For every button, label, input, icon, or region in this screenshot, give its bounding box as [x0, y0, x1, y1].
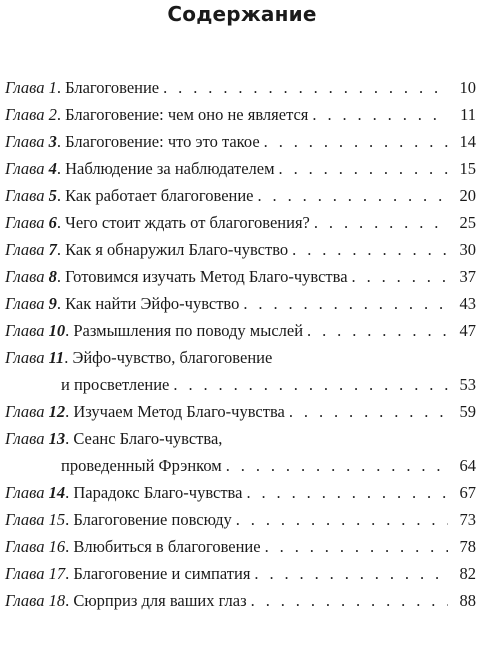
page-number: 25 — [459, 213, 476, 232]
chapter-label: Глава — [5, 159, 49, 178]
toc-entry[interactable] — [5, 263, 476, 290]
chapter-number: 5 — [48, 186, 57, 205]
chapter-label: Глава — [5, 429, 49, 448]
toc-line — [5, 74, 476, 101]
toc-entry[interactable] — [5, 560, 476, 587]
dot-leader — [258, 182, 449, 209]
chapter-label: Глава — [5, 321, 49, 340]
chapter-title: . Благоговение: чем оно не является — [56, 105, 309, 124]
chapter-number: 8 — [48, 267, 57, 286]
chapter-label: Глава — [5, 240, 49, 259]
page-number: 47 — [459, 321, 476, 340]
toc-line — [5, 344, 476, 371]
toc-entry-text — [5, 317, 303, 344]
chapter-label: Глава — [5, 267, 49, 286]
chapter-title: . Наблюдение за наблюдателем — [56, 159, 275, 178]
toc-line — [5, 371, 476, 398]
chapter-title: . Сеанс Благо-чувства, — [65, 429, 223, 448]
dot-leader — [226, 452, 448, 479]
toc-entry[interactable] — [5, 209, 476, 236]
toc-line — [5, 155, 476, 182]
page-number: 10 — [459, 78, 476, 97]
toc-entry-text — [5, 290, 239, 317]
chapter-title: . Влюбиться в благоговение — [65, 537, 261, 556]
chapter-title: . Как я обнаружил Благо-чувство — [56, 240, 289, 259]
table-of-contents — [5, 74, 476, 614]
chapter-title: . Чего стоит ждать от благоговения? — [56, 213, 310, 232]
toc-entry[interactable] — [5, 587, 476, 614]
chapter-title: . Благоговение повсюду — [65, 510, 232, 529]
toc-entry-text — [5, 128, 260, 155]
chapter-label: Глава — [5, 564, 49, 583]
page-number: 30 — [459, 240, 476, 259]
chapter-number: 14 — [48, 483, 66, 502]
page-number: 20 — [459, 186, 476, 205]
toc-entry[interactable] — [5, 479, 476, 506]
toc-entry-text — [5, 155, 275, 182]
chapter-title: . Как работает благоговение — [56, 186, 254, 205]
chapter-title: . Размышления по поводу мыслей — [65, 321, 304, 340]
toc-entry[interactable] — [5, 317, 476, 344]
dot-leader — [251, 587, 448, 614]
chapter-title: . Эйфо-чувство, благоговение — [64, 348, 273, 367]
chapter-label: Глава — [5, 537, 49, 556]
chapter-label: Глава — [5, 483, 49, 502]
toc-line — [5, 425, 476, 452]
toc-entry-text — [5, 263, 348, 290]
dot-leader — [265, 533, 448, 560]
chapter-number: 4 — [48, 159, 57, 178]
toc-line — [5, 452, 476, 479]
chapter-title-continued: проведенный Фрэнком — [61, 456, 222, 475]
page-number: 82 — [459, 564, 476, 583]
toc-line — [5, 263, 476, 290]
chapter-title-continued: и просветление — [61, 375, 170, 394]
page-number: 15 — [459, 159, 476, 178]
toc-entry[interactable] — [5, 398, 476, 425]
toc-entry-text — [5, 506, 232, 533]
toc-entry-text — [5, 425, 222, 452]
toc-line — [5, 236, 476, 263]
toc-line — [5, 506, 476, 533]
chapter-label: Глава — [5, 105, 49, 124]
dot-leader — [289, 398, 448, 425]
toc-entry-text — [5, 344, 272, 371]
chapter-number: 9 — [48, 294, 57, 313]
page-number: 37 — [459, 267, 476, 286]
dot-leader — [243, 290, 448, 317]
toc-line — [5, 101, 476, 128]
toc-line — [5, 560, 476, 587]
page-number: 11 — [460, 105, 476, 124]
toc-entry-text — [5, 74, 159, 101]
page-number: 67 — [459, 483, 476, 502]
chapter-number: 10 — [48, 321, 66, 340]
chapter-title: . Благоговение — [56, 78, 160, 97]
toc-entry[interactable] — [5, 101, 476, 128]
page-title: Содержание — [167, 2, 317, 26]
chapter-number: 6 — [48, 213, 57, 232]
chapter-label: Глава — [5, 402, 49, 421]
chapter-title: . Благоговение и симпатия — [65, 564, 251, 583]
dot-leader — [246, 479, 448, 506]
toc-entry[interactable] — [5, 344, 476, 398]
chapter-number: 11 — [48, 348, 65, 367]
page-number: 43 — [459, 294, 476, 313]
chapter-number: 12 — [48, 402, 66, 421]
dot-leader — [254, 560, 448, 587]
page-number: 14 — [459, 132, 476, 151]
dot-leader — [236, 506, 448, 533]
toc-line — [5, 209, 476, 236]
toc-entry-text — [5, 101, 308, 128]
page-number: 73 — [459, 510, 476, 529]
chapter-number: 13 — [48, 429, 66, 448]
chapter-title: . Парадокс Благо-чувства — [65, 483, 243, 502]
chapter-number: 7 — [48, 240, 57, 259]
chapter-label: Глава — [5, 132, 49, 151]
chapter-number: 17 — [48, 564, 66, 583]
toc-line — [5, 317, 476, 344]
dot-leader — [163, 74, 448, 101]
toc-line — [5, 128, 476, 155]
toc-entry[interactable] — [5, 74, 476, 101]
toc-entry[interactable] — [5, 236, 476, 263]
chapter-label: Глава — [5, 186, 49, 205]
chapter-number: 1 — [48, 78, 57, 97]
toc-entry[interactable] — [5, 128, 476, 155]
toc-entry-text — [5, 182, 254, 209]
chapter-number: 15 — [48, 510, 66, 529]
dot-leader — [312, 101, 448, 128]
toc-entry-text — [5, 236, 288, 263]
chapter-number: 18 — [48, 591, 66, 610]
toc-entry[interactable] — [5, 155, 476, 182]
toc-line — [5, 587, 476, 614]
toc-entry-text — [5, 209, 310, 236]
chapter-title: . Готовимся изучать Метод Благо-чувства — [56, 267, 348, 286]
page-number: 88 — [459, 591, 476, 610]
page-number: 59 — [459, 402, 476, 421]
toc-line — [5, 398, 476, 425]
toc-line — [5, 290, 476, 317]
toc-entry-text — [5, 371, 169, 398]
toc-entry-text — [5, 587, 247, 614]
page-number: 78 — [459, 537, 476, 556]
toc-entry-text — [5, 479, 242, 506]
toc-entry[interactable] — [5, 290, 476, 317]
chapter-title: . Сюрприз для ваших глаз — [65, 591, 247, 610]
chapter-number: 2 — [48, 105, 57, 124]
toc-entry[interactable] — [5, 533, 476, 560]
toc-line — [5, 533, 476, 560]
dot-leader — [173, 371, 448, 398]
toc-entry-text — [5, 533, 261, 560]
toc-entry[interactable] — [5, 425, 476, 479]
toc-entry-text — [5, 398, 285, 425]
chapter-number: 3 — [48, 132, 57, 151]
toc-line — [5, 182, 476, 209]
chapter-label: Глава — [5, 213, 49, 232]
chapter-label: Глава — [5, 294, 49, 313]
chapter-number: 16 — [48, 537, 66, 556]
chapter-title: . Благоговение: что это такое — [56, 132, 260, 151]
chapter-label: Глава — [5, 348, 49, 367]
toc-entry[interactable] — [5, 506, 476, 533]
chapter-label: Глава — [5, 78, 49, 97]
page-number: 53 — [459, 375, 476, 394]
toc-entry[interactable] — [5, 182, 476, 209]
toc-line — [5, 479, 476, 506]
dot-leader — [307, 317, 448, 344]
page-number: 64 — [459, 456, 476, 475]
chapter-title: . Как найти Эйфо-чувство — [56, 294, 240, 313]
dot-leader — [352, 263, 448, 290]
dot-leader — [292, 236, 448, 263]
dot-leader — [279, 155, 448, 182]
toc-entry-text — [5, 560, 250, 587]
chapter-title: . Изучаем Метод Благо-чувства — [65, 402, 285, 421]
dot-leader — [264, 128, 448, 155]
dot-leader — [314, 209, 448, 236]
chapter-label: Глава — [5, 510, 49, 529]
chapter-label: Глава — [5, 591, 49, 610]
toc-entry-text — [5, 452, 222, 479]
